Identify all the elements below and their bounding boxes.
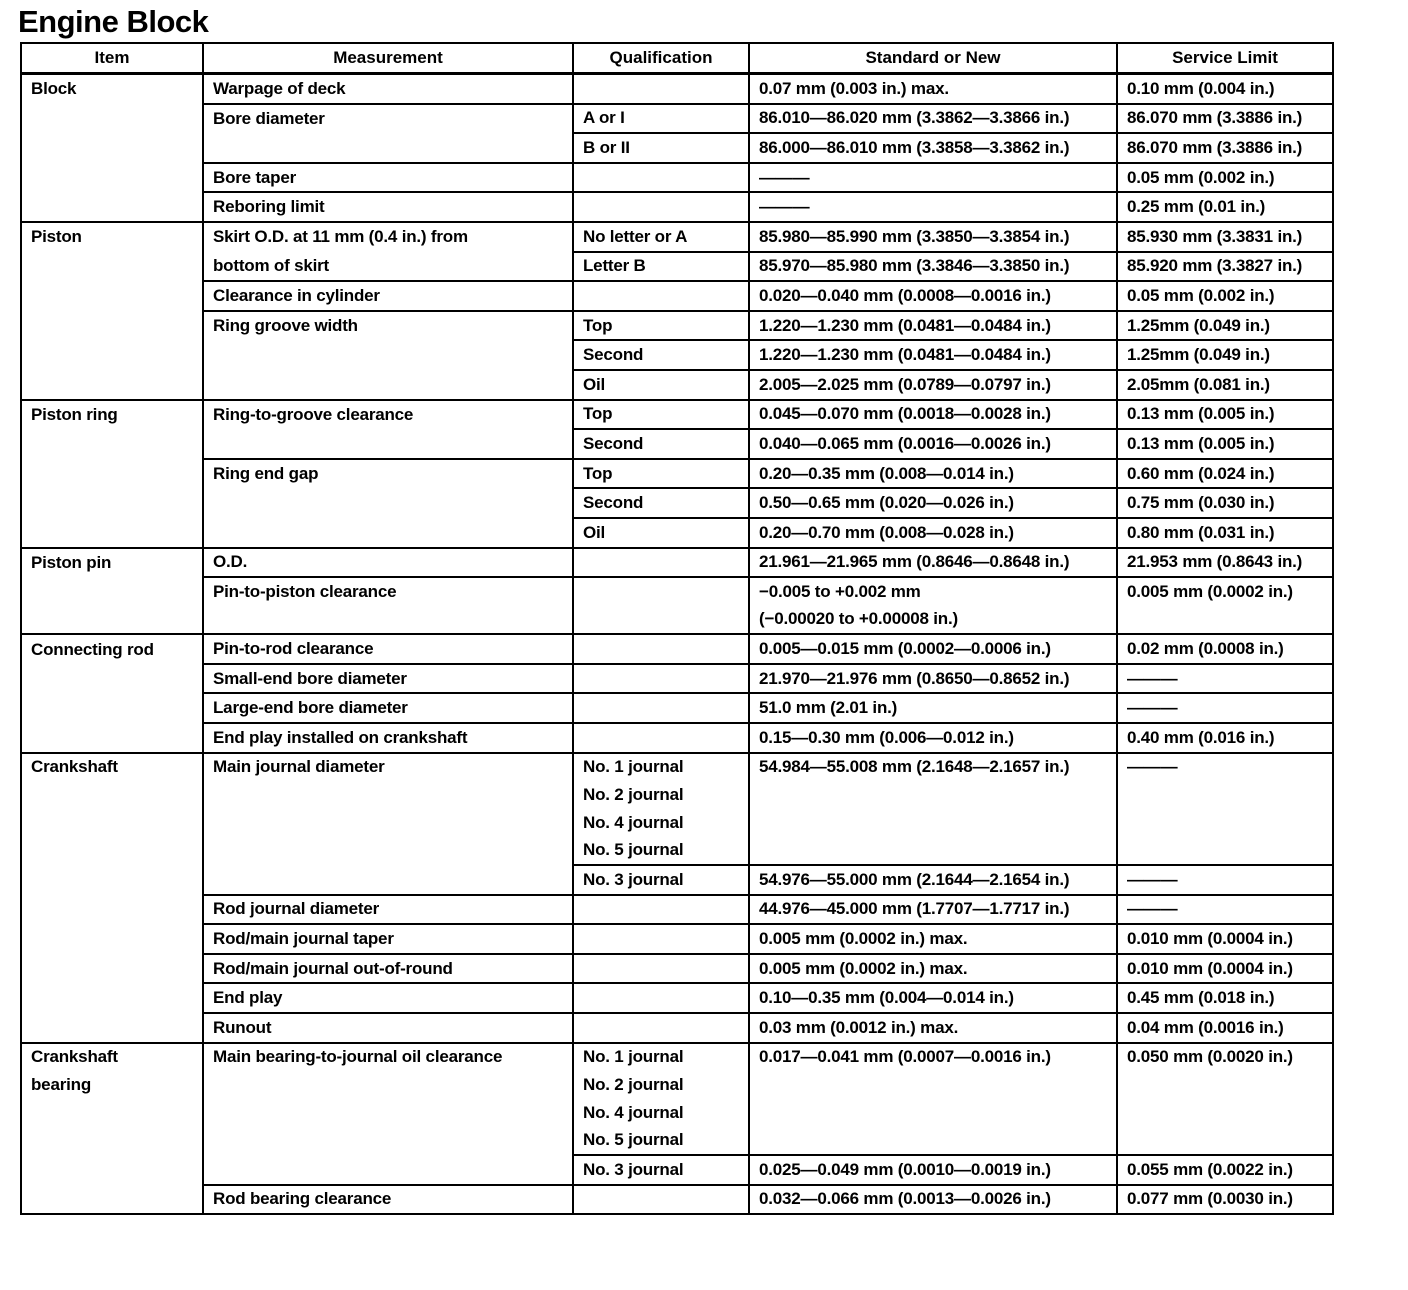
header-item: Item	[21, 43, 203, 74]
qualification-cell: B or II	[573, 133, 749, 163]
standard-cell: 0.07 mm (0.003 in.) max.	[749, 74, 1117, 104]
measurement-cell: Reboring limit	[203, 192, 573, 222]
service-limit-cell: 0.80 mm (0.031 in.)	[1117, 518, 1333, 548]
service-limit-cell: 1.25mm (0.049 in.)	[1117, 311, 1333, 341]
item-cell: bearing	[21, 1071, 203, 1099]
service-limit-cell: 21.953 mm (0.8643 in.)	[1117, 548, 1333, 578]
engine-block-spec-table	[20, 42, 1334, 1215]
service-limit-cell: 2.05mm (0.081 in.)	[1117, 370, 1333, 400]
measurement-cell: Runout	[203, 1013, 573, 1043]
standard-cell: −0.005 to +0.002 mm	[749, 577, 1117, 606]
item-cell	[21, 1126, 203, 1155]
standard-cell: 0.15—0.30 mm (0.006—0.012 in.)	[749, 723, 1117, 753]
measurement-cell: Main journal diameter	[203, 753, 573, 782]
service-limit-cell: 86.070 mm (3.3886 in.)	[1117, 133, 1333, 163]
measurement-cell: Main bearing-to-journal oil clearance	[203, 1043, 573, 1072]
qualification-cell	[573, 983, 749, 1013]
standard-cell: 0.50—0.65 mm (0.020—0.026 in.)	[749, 488, 1117, 518]
measurement-cell	[203, 429, 573, 459]
standard-cell: 0.005 mm (0.0002 in.) max.	[749, 954, 1117, 984]
standard-cell: 51.0 mm (2.01 in.)	[749, 693, 1117, 723]
measurement-cell	[203, 370, 573, 400]
item-cell	[21, 163, 203, 193]
standard-cell: 2.005—2.025 mm (0.0789—0.0797 in.)	[749, 370, 1117, 400]
item-cell	[21, 518, 203, 548]
measurement-cell: Pin-to-piston clearance	[203, 577, 573, 606]
item-cell: Piston	[21, 222, 203, 252]
standard-cell	[749, 809, 1117, 837]
measurement-cell: Warpage of deck	[203, 74, 573, 104]
table-row	[21, 222, 1333, 252]
standard-cell: 1.220—1.230 mm (0.0481—0.0484 in.)	[749, 311, 1117, 341]
qualification-cell	[573, 634, 749, 664]
item-cell	[21, 459, 203, 489]
header-standard: Standard or New	[749, 43, 1117, 74]
service-limit-cell: 0.60 mm (0.024 in.)	[1117, 459, 1333, 489]
item-cell	[21, 429, 203, 459]
standard-cell: 86.010—86.020 mm (3.3862—3.3866 in.)	[749, 104, 1117, 134]
service-limit-cell	[1117, 1126, 1333, 1155]
standard-cell: ———	[749, 192, 1117, 222]
qualification-cell: Oil	[573, 518, 749, 548]
table-row	[21, 518, 1333, 548]
table-row	[21, 370, 1333, 400]
item-cell	[21, 983, 203, 1013]
service-limit-cell: 1.25mm (0.049 in.)	[1117, 340, 1333, 370]
standard-cell: 0.020—0.040 mm (0.0008—0.0016 in.)	[749, 281, 1117, 311]
table-row	[21, 429, 1333, 459]
measurement-cell	[203, 606, 573, 635]
qualification-cell	[573, 548, 749, 578]
item-cell	[21, 577, 203, 606]
qualification-cell: Top	[573, 459, 749, 489]
standard-cell: 44.976—45.000 mm (1.7707—1.7717 in.)	[749, 895, 1117, 925]
standard-cell: 54.984—55.008 mm (2.1648—2.1657 in.)	[749, 753, 1117, 782]
qualification-cell	[573, 1185, 749, 1215]
table-row	[21, 836, 1333, 865]
standard-cell: 0.017—0.041 mm (0.0007—0.0016 in.)	[749, 1043, 1117, 1072]
table-row	[21, 723, 1333, 753]
standard-cell: 54.976—55.000 mm (2.1644—2.1654 in.)	[749, 865, 1117, 895]
measurement-cell: End play installed on crankshaft	[203, 723, 573, 753]
item-cell	[21, 781, 203, 809]
table-row	[21, 1155, 1333, 1185]
table-row	[21, 1013, 1333, 1043]
standard-cell: 0.032—0.066 mm (0.0013—0.0026 in.)	[749, 1185, 1117, 1215]
measurement-cell	[203, 836, 573, 865]
measurement-cell: Ring groove width	[203, 311, 573, 341]
table-row	[21, 924, 1333, 954]
header-measurement: Measurement	[203, 43, 573, 74]
service-limit-cell: 0.13 mm (0.005 in.)	[1117, 429, 1333, 459]
service-limit-cell	[1117, 781, 1333, 809]
service-limit-cell: 0.04 mm (0.0016 in.)	[1117, 1013, 1333, 1043]
table-row	[21, 74, 1333, 104]
qualification-cell	[573, 924, 749, 954]
item-cell	[21, 311, 203, 341]
measurement-cell: Ring-to-groove clearance	[203, 400, 573, 430]
table-row	[21, 459, 1333, 489]
item-cell	[21, 895, 203, 925]
item-cell: Piston pin	[21, 548, 203, 578]
measurement-cell: Large-end bore diameter	[203, 693, 573, 723]
table-row	[21, 577, 1333, 606]
item-cell	[21, 836, 203, 865]
item-cell	[21, 133, 203, 163]
table-row	[21, 133, 1333, 163]
item-cell	[21, 104, 203, 134]
service-limit-cell: 0.13 mm (0.005 in.)	[1117, 400, 1333, 430]
table-row	[21, 400, 1333, 430]
service-limit-cell: 0.010 mm (0.0004 in.)	[1117, 924, 1333, 954]
service-limit-cell: ———	[1117, 753, 1333, 782]
service-limit-cell: 0.10 mm (0.004 in.)	[1117, 74, 1333, 104]
measurement-cell	[203, 865, 573, 895]
measurement-cell: End play	[203, 983, 573, 1013]
measurement-cell: Clearance in cylinder	[203, 281, 573, 311]
service-limit-cell: 0.055 mm (0.0022 in.)	[1117, 1155, 1333, 1185]
header-row	[21, 43, 1333, 74]
item-cell	[21, 281, 203, 311]
measurement-cell	[203, 133, 573, 163]
qualification-cell	[573, 192, 749, 222]
item-cell	[21, 723, 203, 753]
qualification-cell: Oil	[573, 370, 749, 400]
qualification-cell	[573, 74, 749, 104]
service-limit-cell: 0.45 mm (0.018 in.)	[1117, 983, 1333, 1013]
table-row	[21, 281, 1333, 311]
measurement-cell: Small-end bore diameter	[203, 664, 573, 694]
measurement-cell	[203, 1099, 573, 1127]
measurement-cell: Bore taper	[203, 163, 573, 193]
qualification-cell	[573, 577, 749, 606]
page-title: Engine Block	[18, 4, 209, 39]
qualification-cell	[573, 954, 749, 984]
measurement-cell: Rod journal diameter	[203, 895, 573, 925]
header-qualification: Qualification	[573, 43, 749, 74]
service-limit-cell: 0.25 mm (0.01 in.)	[1117, 192, 1333, 222]
measurement-cell	[203, 340, 573, 370]
qualification-cell: No. 5 journal	[573, 836, 749, 865]
table-row	[21, 753, 1333, 782]
measurement-cell: Rod/main journal taper	[203, 924, 573, 954]
service-limit-cell	[1117, 809, 1333, 837]
item-cell	[21, 924, 203, 954]
standard-cell: 0.045—0.070 mm (0.0018—0.0028 in.)	[749, 400, 1117, 430]
item-cell	[21, 192, 203, 222]
table-row	[21, 1185, 1333, 1215]
item-cell	[21, 370, 203, 400]
service-limit-cell: 0.077 mm (0.0030 in.)	[1117, 1185, 1333, 1215]
measurement-cell	[203, 809, 573, 837]
service-limit-cell: 85.920 mm (3.3827 in.)	[1117, 252, 1333, 282]
service-limit-cell: 0.75 mm (0.030 in.)	[1117, 488, 1333, 518]
item-cell: Crankshaft	[21, 1043, 203, 1072]
table-row	[21, 340, 1333, 370]
measurement-cell	[203, 1071, 573, 1099]
header-service-limit: Service Limit	[1117, 43, 1333, 74]
qualification-cell: A or I	[573, 104, 749, 134]
table-row	[21, 488, 1333, 518]
standard-cell	[749, 836, 1117, 865]
table-row	[21, 865, 1333, 895]
item-cell	[21, 1099, 203, 1127]
table-row	[21, 252, 1333, 282]
standard-cell: 0.005 mm (0.0002 in.) max.	[749, 924, 1117, 954]
measurement-cell: Ring end gap	[203, 459, 573, 489]
table-row	[21, 163, 1333, 193]
table-row	[21, 954, 1333, 984]
service-limit-cell: ———	[1117, 693, 1333, 723]
item-cell	[21, 1155, 203, 1185]
standard-cell	[749, 1126, 1117, 1155]
measurement-cell: Pin-to-rod clearance	[203, 634, 573, 664]
measurement-cell: Rod bearing clearance	[203, 1185, 573, 1215]
measurement-cell	[203, 781, 573, 809]
item-cell	[21, 488, 203, 518]
service-limit-cell: 86.070 mm (3.3886 in.)	[1117, 104, 1333, 134]
item-cell: Crankshaft	[21, 753, 203, 782]
standard-cell: ———	[749, 163, 1117, 193]
standard-cell: 0.10—0.35 mm (0.004—0.014 in.)	[749, 983, 1117, 1013]
qualification-cell	[573, 693, 749, 723]
item-cell: Block	[21, 74, 203, 104]
qualification-cell: Top	[573, 400, 749, 430]
qualification-cell: No. 3 journal	[573, 865, 749, 895]
item-cell	[21, 1185, 203, 1215]
item-cell: Piston ring	[21, 400, 203, 430]
qualification-cell	[573, 281, 749, 311]
table-row	[21, 983, 1333, 1013]
standard-cell: 1.220—1.230 mm (0.0481—0.0484 in.)	[749, 340, 1117, 370]
standard-cell: 0.025—0.049 mm (0.0010—0.0019 in.)	[749, 1155, 1117, 1185]
table-row	[21, 895, 1333, 925]
service-limit-cell: 85.930 mm (3.3831 in.)	[1117, 222, 1333, 252]
qualification-cell	[573, 1013, 749, 1043]
service-limit-cell: 0.005 mm (0.0002 in.)	[1117, 577, 1333, 606]
table-row	[21, 192, 1333, 222]
standard-cell: 21.961—21.965 mm (0.8646—0.8648 in.)	[749, 548, 1117, 578]
qualification-cell: No. 2 journal	[573, 781, 749, 809]
qualification-cell: Second	[573, 429, 749, 459]
measurement-cell	[203, 518, 573, 548]
qualification-cell: No letter or A	[573, 222, 749, 252]
qualification-cell: No. 1 journal	[573, 753, 749, 782]
table-row	[21, 606, 1333, 635]
standard-cell: 85.980—85.990 mm (3.3850—3.3854 in.)	[749, 222, 1117, 252]
qualification-cell	[573, 606, 749, 635]
table-row	[21, 634, 1333, 664]
standard-cell	[749, 781, 1117, 809]
item-cell	[21, 1013, 203, 1043]
standard-cell: (−0.00020 to +0.00008 in.)	[749, 606, 1117, 635]
qualification-cell: Letter B	[573, 252, 749, 282]
table-row	[21, 1071, 1333, 1099]
item-cell: Connecting rod	[21, 634, 203, 664]
table-row	[21, 311, 1333, 341]
table-row	[21, 1099, 1333, 1127]
service-limit-cell	[1117, 836, 1333, 865]
qualification-cell	[573, 163, 749, 193]
qualification-cell: No. 4 journal	[573, 1099, 749, 1127]
service-limit-cell: 0.05 mm (0.002 in.)	[1117, 163, 1333, 193]
table-row	[21, 1126, 1333, 1155]
table-row	[21, 809, 1333, 837]
service-limit-cell	[1117, 1099, 1333, 1127]
qualification-cell	[573, 723, 749, 753]
service-limit-cell: ———	[1117, 895, 1333, 925]
standard-cell	[749, 1071, 1117, 1099]
table-row	[21, 104, 1333, 134]
measurement-cell: Rod/main journal out-of-round	[203, 954, 573, 984]
service-limit-cell	[1117, 1071, 1333, 1099]
qualification-cell: Second	[573, 340, 749, 370]
table-row	[21, 781, 1333, 809]
measurement-cell	[203, 1155, 573, 1185]
item-cell	[21, 664, 203, 694]
service-limit-cell: 0.40 mm (0.016 in.)	[1117, 723, 1333, 753]
table-row	[21, 548, 1333, 578]
service-limit-cell: 0.02 mm (0.0008 in.)	[1117, 634, 1333, 664]
qualification-cell: No. 3 journal	[573, 1155, 749, 1185]
measurement-cell	[203, 488, 573, 518]
service-limit-cell	[1117, 606, 1333, 635]
qualification-cell	[573, 895, 749, 925]
service-limit-cell: 0.05 mm (0.002 in.)	[1117, 281, 1333, 311]
item-cell	[21, 865, 203, 895]
standard-cell: 0.040—0.065 mm (0.0016—0.0026 in.)	[749, 429, 1117, 459]
item-cell	[21, 252, 203, 282]
qualification-cell: No. 4 journal	[573, 809, 749, 837]
qualification-cell: Top	[573, 311, 749, 341]
standard-cell: 21.970—21.976 mm (0.8650—0.8652 in.)	[749, 664, 1117, 694]
table-row	[21, 664, 1333, 694]
qualification-cell	[573, 664, 749, 694]
standard-cell: 85.970—85.980 mm (3.3846—3.3850 in.)	[749, 252, 1117, 282]
table-row	[21, 1043, 1333, 1072]
standard-cell: 0.03 mm (0.0012 in.) max.	[749, 1013, 1117, 1043]
item-cell	[21, 606, 203, 635]
standard-cell: 0.005—0.015 mm (0.0002—0.0006 in.)	[749, 634, 1117, 664]
measurement-cell: Skirt O.D. at 11 mm (0.4 in.) from	[203, 222, 573, 252]
qualification-cell: No. 1 journal	[573, 1043, 749, 1072]
item-cell	[21, 340, 203, 370]
service-limit-cell: ———	[1117, 664, 1333, 694]
service-limit-cell: ———	[1117, 865, 1333, 895]
qualification-cell: Second	[573, 488, 749, 518]
item-cell	[21, 809, 203, 837]
measurement-cell	[203, 1126, 573, 1155]
standard-cell: 0.20—0.70 mm (0.008—0.028 in.)	[749, 518, 1117, 548]
qualification-cell: No. 2 journal	[573, 1071, 749, 1099]
measurement-cell: bottom of skirt	[203, 252, 573, 282]
item-cell	[21, 954, 203, 984]
standard-cell: 86.000—86.010 mm (3.3858—3.3862 in.)	[749, 133, 1117, 163]
qualification-cell: No. 5 journal	[573, 1126, 749, 1155]
standard-cell: 0.20—0.35 mm (0.008—0.014 in.)	[749, 459, 1117, 489]
measurement-cell: O.D.	[203, 548, 573, 578]
measurement-cell: Bore diameter	[203, 104, 573, 134]
item-cell	[21, 693, 203, 723]
service-limit-cell: 0.010 mm (0.0004 in.)	[1117, 954, 1333, 984]
standard-cell	[749, 1099, 1117, 1127]
table-row	[21, 693, 1333, 723]
service-limit-cell: 0.050 mm (0.0020 in.)	[1117, 1043, 1333, 1072]
